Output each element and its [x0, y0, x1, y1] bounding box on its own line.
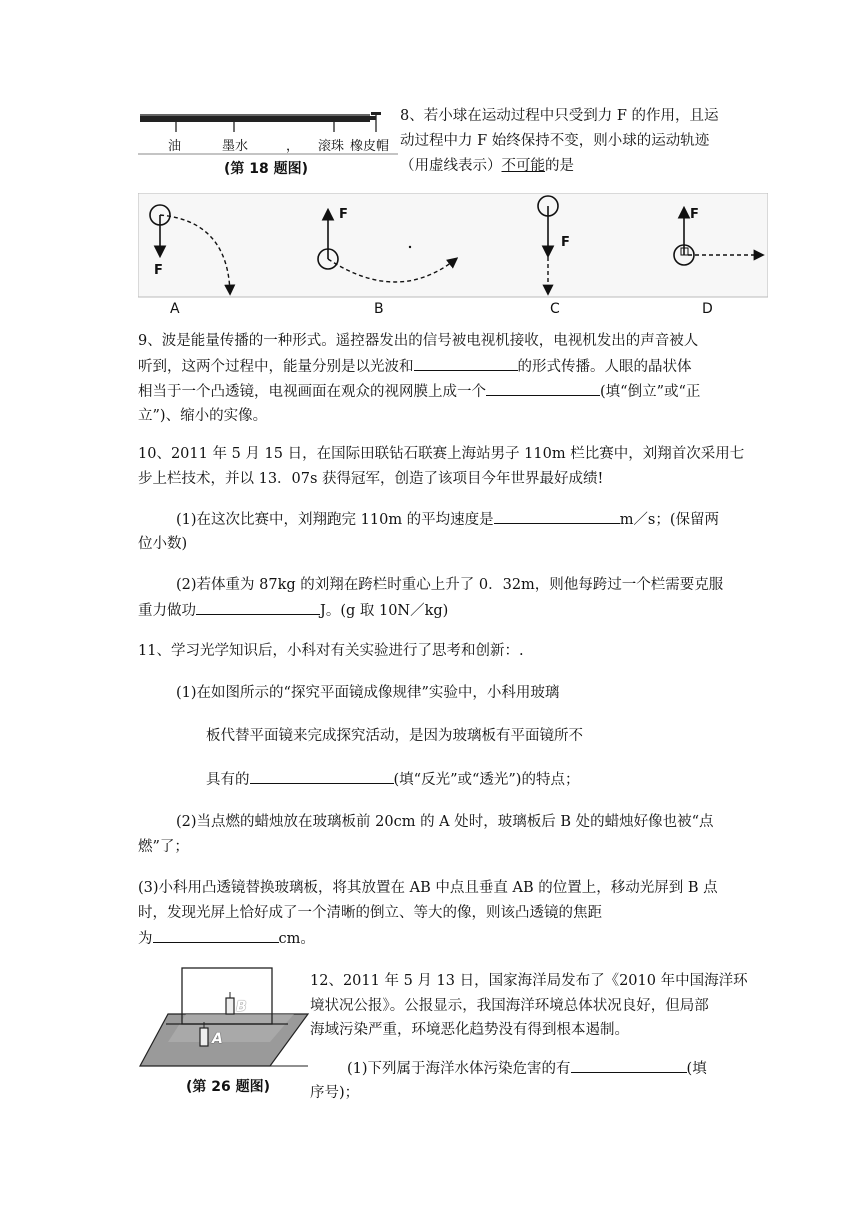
option-c-label: C — [550, 301, 560, 317]
fig26-caption: (第 26 题图) — [186, 1079, 271, 1095]
q10-part2-line2 — [138, 600, 448, 621]
q12-blank-pollution[interactable] — [571, 1058, 687, 1073]
q11-part1-line2: 板代替平面镜来完成探究活动，是因为玻璃板有平面镜所不 — [206, 728, 583, 744]
q8-line2: 动过程中力 F 始终保持不变，则小球的运动轨迹 — [400, 133, 710, 149]
q11-blank-property[interactable] — [250, 769, 394, 784]
q10-blank-speed[interactable] — [494, 509, 620, 524]
q11-blank-focal-length[interactable] — [153, 928, 279, 943]
q10-line2: 步上栏技术，并以 13．07s 获得冠军，创造了该项目今年世界最好成绩! — [138, 471, 604, 487]
fig26-label-a: A — [212, 1031, 223, 1047]
option-d-label: D — [702, 301, 713, 317]
q11-part1-line1: (1)在如图所示的“探究平面镜成像规律”实验中，小科用玻璃 — [176, 685, 560, 701]
q9-line4: 立”)、缩小的实像。 — [138, 408, 268, 424]
q8-line3-post: 的是 — [545, 158, 574, 174]
figure-18 — [138, 104, 398, 179]
q12-line2: 境状况公报》。公报显示，我国海洋环境总体状况良好，但局部 — [310, 998, 709, 1014]
q10-part1-line2: 位小数) — [138, 536, 188, 552]
fig26-label-b: B — [236, 999, 247, 1015]
q11-part3-line3-post: cm。 — [278, 931, 315, 947]
figure-26 — [138, 962, 310, 1100]
q9-line1: 9、波是能量传播的一种形式。遥控器发出的信号被电视机接收，电视机发出的声音被人 — [138, 333, 699, 349]
q9-line3-pre: 相当于一个凸透镜，电视画面在观众的视网膜上成一个 — [138, 384, 486, 400]
q9-blank-1[interactable] — [414, 356, 518, 371]
q12-line3: 海域污染严重，环境恶化趋势没有得到根本遏制。 — [310, 1022, 629, 1038]
q9-line3 — [138, 381, 700, 402]
q10-part1-post: m／s；(保留两 — [619, 512, 720, 528]
q10-part1 — [176, 509, 719, 530]
q11-part3-line2: 时，发现光屏上恰好成了一个清晰的倒立、等大的像，则该凸透镜的焦距 — [138, 905, 602, 921]
trajectory-diagram — [138, 193, 768, 321]
q9-line2-pre: 听到，这两个过程中，能量分别是以光波和 — [138, 359, 414, 375]
trajectory-options-figure — [138, 193, 768, 321]
fig18-caption: (第 18 题图) — [224, 161, 309, 177]
q11-part3-line3 — [138, 928, 315, 949]
fig18-label-ink: 墨水 — [222, 139, 249, 154]
option-b-label: B — [374, 301, 384, 317]
q10-line1: 10、2011 年 5 月 15 日，在国际田联钻石联赛上海站男子 110m 栏比赛中，刘翔首次采用七 — [138, 446, 745, 462]
q8-line3-pre: （用虚线表示） — [400, 158, 502, 174]
q12-part1-post: (填 — [686, 1061, 707, 1077]
fig18-label-comma: ， — [286, 139, 300, 154]
mirror-diagram — [138, 962, 310, 1070]
fig18-label-oil: 油 — [168, 139, 182, 154]
q10-part1-pre: (1)在这次比赛中，刘翔跑完 110m 的平均速度是 — [176, 512, 494, 528]
q12-part1-pre: (1)下列属于海洋水体污染危害的有 — [347, 1061, 571, 1077]
q11-part2-line1: (2)当点燃的蜡烛放在玻璃板前 20cm 的 A 处时，玻璃板后 B 处的蜡烛好像也被“点 — [176, 814, 714, 830]
q11-part1-line3 — [206, 769, 579, 790]
option-a-force-label: F — [154, 263, 163, 278]
q8-not-possible: 不可能 — [501, 158, 545, 174]
q10-part2: (2)若体重为 87kg 的刘翔在跨栏时重心上升了 0．32m，则他每跨过一个栏需要克服 — [176, 577, 724, 593]
q10-part2-line2-post: J。(g 取 10N／kg) — [320, 603, 449, 619]
q12-line1: 12、2011 年 5 月 13 日，国家海洋局发布了《2010 年中国海洋环 — [310, 973, 748, 989]
q9-line2 — [138, 356, 692, 377]
q10-blank-work[interactable] — [196, 600, 320, 615]
q11-line1: 11、学习光学知识后，小科对有关实验进行了思考和创新：. — [138, 643, 524, 659]
q11-part1-line3-pre: 具有的 — [206, 772, 250, 788]
q12-part1-line2: 序号)； — [310, 1085, 360, 1101]
fig18-label-ball: 滚珠 — [318, 139, 345, 154]
q8-line3 — [400, 156, 574, 176]
q12-part1 — [347, 1058, 707, 1079]
q9-line2-post: 的形式传播。人眼的晶状体 — [517, 359, 692, 375]
q11-part2-line2: 燃”了； — [138, 839, 189, 855]
q9-line3-post: (填“倒立”或“正 — [600, 384, 701, 400]
q11-part1-line3-post: (填“反光”或“透光”)的特点； — [393, 772, 580, 788]
option-b-force-label: F — [339, 207, 348, 222]
q11-part3-line1: (3)小科用凸透镜替换玻璃板，将其放置在 AB 中点且垂直 AB 的位置上，移动光屏到 B 点 — [138, 880, 718, 896]
q8-line1: 8、若小球在运动过程中只受到力 F 的作用，且运 — [400, 108, 719, 124]
fig18-label-cap: 橡皮帽 — [350, 139, 390, 154]
q11-part3-line3-pre: 为 — [138, 931, 153, 947]
option-a-label: A — [170, 301, 180, 317]
q10-part2-line2-pre: 重力做功 — [138, 603, 196, 619]
q9-blank-2[interactable] — [486, 381, 600, 396]
option-c-force-label: F — [561, 235, 570, 250]
option-d-force-label: F — [690, 207, 699, 222]
